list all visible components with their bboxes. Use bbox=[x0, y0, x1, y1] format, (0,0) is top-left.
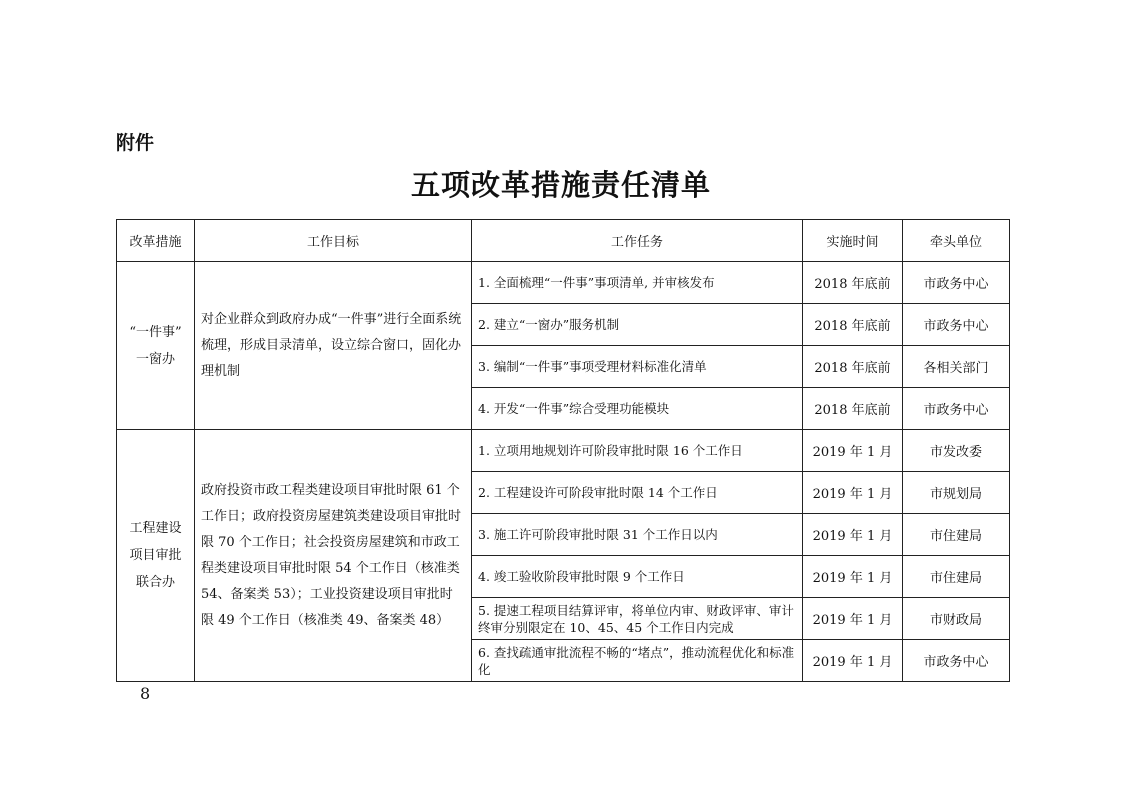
time-cell: 2019 年 1 月 bbox=[803, 472, 903, 514]
unit-cell: 市住建局 bbox=[903, 556, 1010, 598]
measure-line: “一件事” bbox=[129, 324, 182, 340]
task-cell: 3. 编制“一件事”事项受理材料标准化清单 bbox=[472, 346, 803, 388]
task-cell: 6. 查找疏通审批流程不畅的“堵点”，推动流程优化和标准化 bbox=[472, 640, 803, 682]
header-unit: 牵头单位 bbox=[903, 220, 1010, 262]
task-cell: 4. 竣工验收阶段审批时限 9 个工作日 bbox=[472, 556, 803, 598]
measure-line: 项目审批 bbox=[129, 548, 182, 563]
attachment-label: 附件 bbox=[116, 132, 155, 154]
time-cell: 2018 年底前 bbox=[803, 346, 903, 388]
time-cell: 2019 年 1 月 bbox=[803, 640, 903, 682]
goal-cell: 政府投资市政工程类建设项目审批时限 61 个工作日；政府投资房屋建筑类建设项目审批时限 70 个工作日；社会投资房屋建筑和市政工程类建设项目审批时限 54 个工作日（核准类 54、备案类 53）；工业投资建设项目审批时限 49 个工作日（核准类 49、备案类 48） bbox=[195, 430, 472, 682]
measure-line: 一窗办 bbox=[135, 351, 175, 367]
task-cell: 2. 工程建设许可阶段审批时限 14 个工作日 bbox=[472, 472, 803, 514]
measure-line: 工程建设 bbox=[129, 521, 182, 536]
unit-cell: 市政务中心 bbox=[903, 262, 1010, 304]
time-cell: 2019 年 1 月 bbox=[803, 430, 903, 472]
task-cell: 4. 开发“一件事”综合受理功能模块 bbox=[472, 388, 803, 430]
task-cell: 1. 全面梳理“一件事”事项清单, 并审核发布 bbox=[472, 262, 803, 304]
time-cell: 2019 年 1 月 bbox=[803, 514, 903, 556]
unit-cell: 市规划局 bbox=[903, 472, 1010, 514]
responsibility-table bbox=[116, 219, 1010, 682]
header-measure: 改革措施 bbox=[117, 220, 195, 262]
task-cell: 5. 提速工程项目结算评审，将单位内审、财政评审、审计终审分别限定在 10、45、45 个工作日内完成 bbox=[472, 598, 803, 640]
unit-cell: 市住建局 bbox=[903, 514, 1010, 556]
goal-cell: 对企业群众到政府办成“一件事”进行全面系统梳理，形成目录清单，设立综合窗口，固化办理机制 bbox=[195, 262, 472, 430]
table-row bbox=[117, 262, 1010, 304]
unit-cell: 市财政局 bbox=[903, 598, 1010, 640]
measure-cell bbox=[117, 262, 195, 430]
table-row bbox=[117, 430, 1010, 472]
task-cell: 1. 立项用地规划许可阶段审批时限 16 个工作日 bbox=[472, 430, 803, 472]
time-cell: 2018 年底前 bbox=[803, 304, 903, 346]
page-title: 五项改革措施责任清单 bbox=[410, 168, 711, 202]
unit-cell: 市发改委 bbox=[903, 430, 1010, 472]
unit-cell: 市政务中心 bbox=[903, 388, 1010, 430]
time-cell: 2018 年底前 bbox=[803, 262, 903, 304]
header-task: 工作任务 bbox=[472, 220, 803, 262]
table-header-row bbox=[117, 220, 1010, 262]
page-number: 8 bbox=[140, 684, 151, 703]
header-time: 实施时间 bbox=[803, 220, 903, 262]
time-cell: 2019 年 1 月 bbox=[803, 556, 903, 598]
unit-cell: 市政务中心 bbox=[903, 304, 1010, 346]
task-cell: 2. 建立“一窗办”服务机制 bbox=[472, 304, 803, 346]
header-goal: 工作目标 bbox=[195, 220, 472, 262]
unit-cell: 各相关部门 bbox=[903, 346, 1010, 388]
measure-cell bbox=[117, 430, 195, 682]
unit-cell: 市政务中心 bbox=[903, 640, 1010, 682]
time-cell: 2018 年底前 bbox=[803, 388, 903, 430]
measure-line: 联合办 bbox=[135, 575, 175, 590]
time-cell: 2019 年 1 月 bbox=[803, 598, 903, 640]
task-cell: 3. 施工许可阶段审批时限 31 个工作日以内 bbox=[472, 514, 803, 556]
